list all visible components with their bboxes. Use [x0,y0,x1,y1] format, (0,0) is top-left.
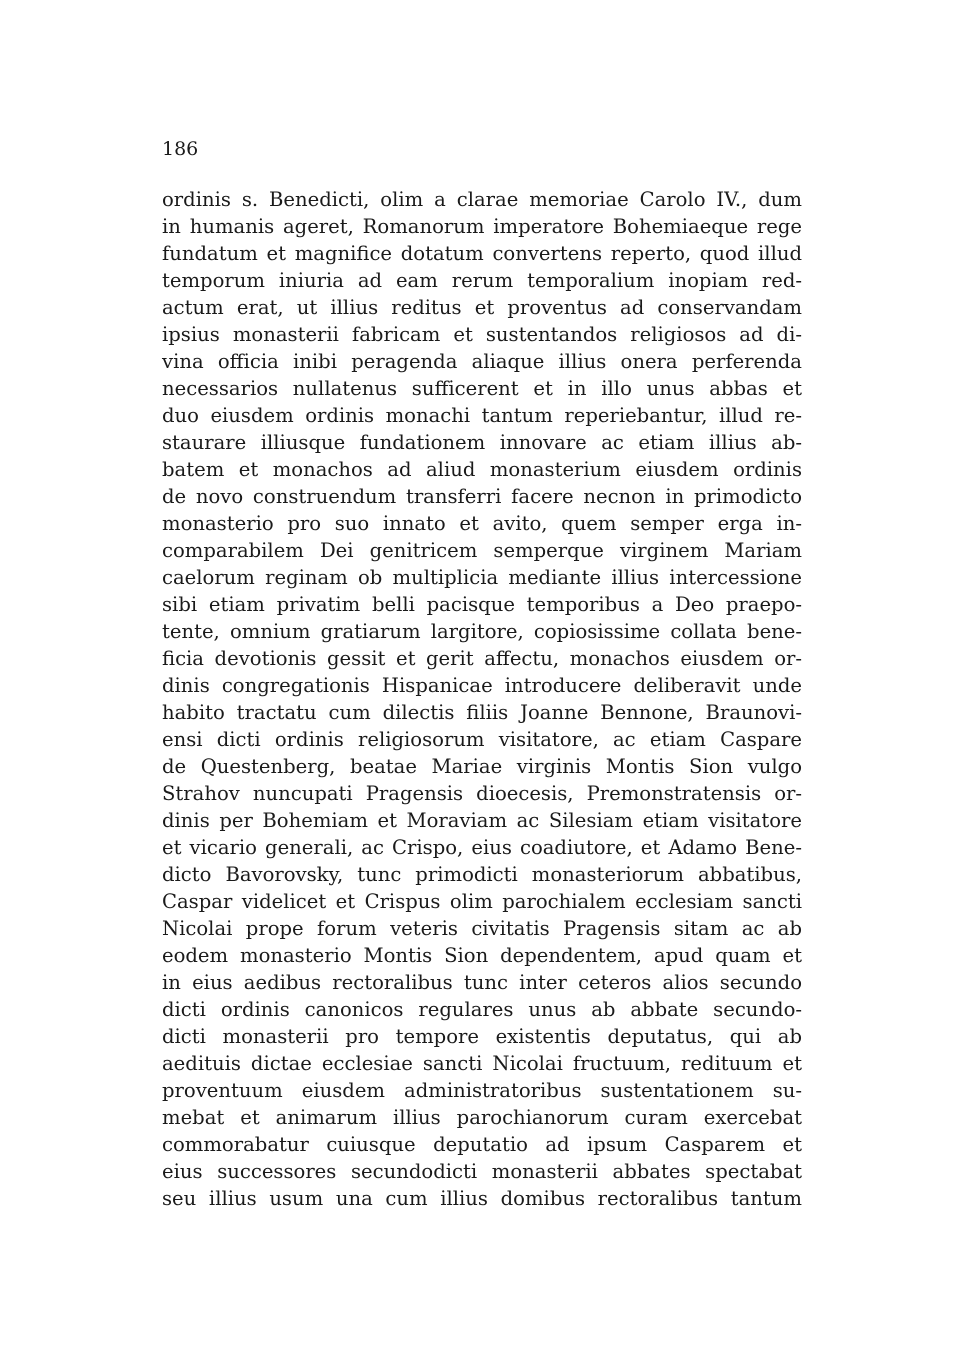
text-line: vina officia inibi peragenda aliaque illius onera perferenda [162,350,802,373]
text-line: actum erat, ut illius reditus et proventus ad conservandam [162,296,802,319]
text-line: fundatum et magnifice dotatum convertens reperto, quod illud [162,242,802,265]
text-line: monasterio pro suo innato et avito, quem semper erga in- [162,512,802,535]
text-line: temporum iniuria ad eam rerum temporalium inopiam red- [162,269,802,292]
text-line: habito tractatu cum dilectis filiis Joanne Bennone, Braunovi- [162,701,802,724]
text-line: caelorum reginam ob multiplicia mediante illius intercessione [162,566,802,589]
text-line: dicti monasterii pro tempore existentis deputatus, qui ab [162,1025,802,1048]
text-line: aedituis dictae ecclesiae sancti Nicolai fructuum, redituum et [162,1052,802,1075]
text-line: eius successores secundodicti monasterii abbates spectabat [162,1160,802,1183]
text-line: necessarios nullatenus sufficerent et in illo unus abbas et [162,377,802,400]
text-line: tente, omnium gratiarum largitore, copiosissime collata bene- [162,620,802,643]
text-line: ficia devotionis gessit et gerit affectu, monachos eiusdem or- [162,647,802,670]
text-line: dinis per Bohemiam et Moraviam ac Silesiam etiam visitatore [162,809,802,832]
text-line: de Questenberg, beatae Mariae virginis Montis Sion vulgo [162,755,802,778]
text-line: proventuum eiusdem administratoribus sustentationem su- [162,1079,802,1102]
text-line: in eius aedibus rectoralibus tunc inter ceteros alios secundo [162,971,802,994]
text-line: eodem monasterio Montis Sion dependentem, apud quam et [162,944,802,967]
page-number: 186 [162,138,199,160]
text-line: ensi dicti ordinis religiosorum visitatore, ac etiam Caspare [162,728,802,751]
body-text [162,186,802,1212]
text-line: ordinis s. Benedicti, olim a clarae memoriae Carolo IV., dum [162,188,802,211]
text-line: et vicario generali, ac Crispo, eius coadiutore, et Adamo Bene- [162,836,802,859]
text-line: ipsius monasterii fabricam et sustentandos religiosos ad di- [162,323,802,346]
text-line: Nicolai prope forum veteris civitatis Pragensis sitam ac ab [162,917,802,940]
text-line: comparabilem Dei genitricem semperque virginem Mariam [162,539,802,562]
text-line: in humanis ageret, Romanorum imperatore Bohemiaeque rege [162,215,802,238]
text-line: sibi etiam privatim belli pacisque temporibus a Deo praepo- [162,593,802,616]
text-line: de novo construendum transferri facere necnon in primodicto [162,485,802,508]
text-line: dinis congregationis Hispanicae introducere deliberavit unde [162,674,802,697]
text-line: staurare illiusque fundationem innovare ac etiam illius ab- [162,431,802,454]
text-line: dicto Bavorovsky, tunc primodicti monasteriorum abbatibus, [162,863,802,886]
text-line: dicti ordinis canonicos regulares unus ab abbate secundo- [162,998,802,1021]
text-line: batem et monachos ad aliud monasterium eiusdem ordinis [162,458,802,481]
text-line: mebat et animarum illius parochianorum curam exercebat [162,1106,802,1129]
text-line: seu illius usum una cum illius domibus rectoralibus tantum [162,1187,802,1210]
text-line: duo eiusdem ordinis monachi tantum reperiebantur, illud re- [162,404,802,427]
text-line: Caspar videlicet et Crispus olim parochialem ecclesiam sancti [162,890,802,913]
text-line: commorabatur cuiusque deputatio ad ipsum Casparem et [162,1133,802,1156]
text-line: Strahov nuncupati Pragensis dioecesis, Premonstratensis or- [162,782,802,805]
